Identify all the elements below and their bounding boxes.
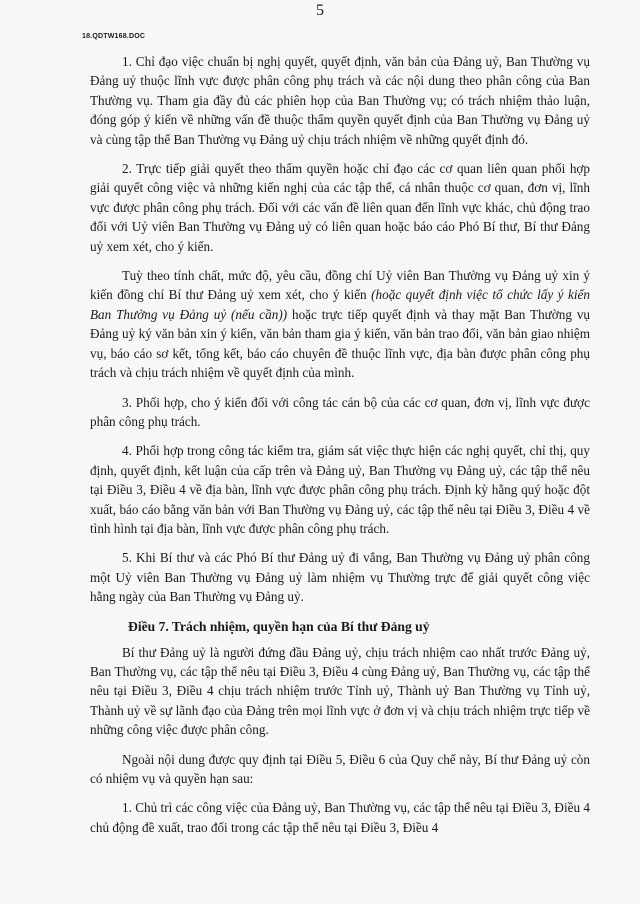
article-7-heading: Điều 7. Trách nhiệm, quyền hạn của Bí thư Đảng uỷ: [128, 618, 430, 634]
paragraph-2: 2. Trực tiếp giải quyết theo thẩm quyền hoặc chỉ đạo các cơ quan liên quan phối hợp giải quyết công việc và những kiến nghị của các tập thể, cá nhân thuộc cơ quan, đơn vị, lĩnh vực được phân công phụ trách. Đối với các vấn đề liên quan đến lĩnh vực khác, chủ động trao đổi với Uỷ viên Ban Thường vụ Đảng uỷ có liên quan hoặc báo cáo Phó Bí thư, Bí thư Đảng uỷ xem xét, cho ý kiến.: [90, 161, 590, 254]
document-body: [90, 52, 590, 841]
paragraph-9: 1. Chủ trì các công việc của Đảng uỷ, Ban Thường vụ, các tập thể nêu tại Điều 3, Điều 4 chủ động đề xuất, trao đổi trong các tập thể nêu tại Điều 3, Điều 4: [90, 800, 590, 835]
paragraph-6: 5. Khi Bí thư và các Phó Bí thư Đảng uỷ đi vắng, Ban Thường vụ Đảng uỷ phân công một Uỷ viên Ban Thường vụ Đảng uỷ làm nhiệm vụ Thường trực để giải quyết công việc hằng ngày của Ban Thường vụ Đảng uỷ.: [90, 550, 590, 605]
document-code: 18.QDTW168.DOC: [82, 33, 146, 40]
paragraph-5: 4. Phối hợp trong công tác kiểm tra, giám sát việc thực hiện các nghị quyết, chỉ thị, quy định, quyết định, kết luận của cấp trên và Đảng uỷ, Ban Thường vụ Đảng uỷ, các tập thể nêu tại Điều 3, Điều 4 về địa bàn, lĩnh vực được phân công phụ trách. Định kỳ hằng quý hoặc đột xuất, báo cáo bằng văn bản với Ban Thường vụ Đảng uỷ, các tập thể nêu tại Điều 3, Điều 4 về tình hình tại địa bàn, lĩnh vực được phân công phụ trách.: [90, 443, 590, 536]
paragraph-4: 3. Phối hợp, cho ý kiến đối với công tác cán bộ của các cơ quan, đơn vị, lĩnh vực được phân công phụ trách.: [90, 394, 590, 429]
paragraph-3-italic: (hoặc quyết định việc tổ chức lấy ý kiến Ban Thường vụ Đảng uỷ (nếu cần)): [90, 287, 590, 322]
paragraph-8: Ngoài nội dung được quy định tại Điều 5, Điều 6 của Quy chế này, Bí thư Đảng uỷ còn có nhiệm vụ và quyền hạn sau:: [90, 751, 590, 786]
paragraph-3: [90, 266, 590, 382]
page-number: 5: [316, 2, 324, 19]
paragraph-3-text-a: Tuỳ theo tính chất, mức độ, yêu cầu, đồng chí Uỷ viên Ban Thường vụ Đảng uỷ xin ý kiến đồng chí Bí thư Đảng uỷ xem xét, cho ý kiến: [90, 268, 590, 303]
paragraph-3-text-b: hoặc trực tiếp quyết định và thay mặt Ban Thường vụ Đảng uỷ ký văn bản xin ý kiến, văn bản tham gia ý kiến, văn bản trao đổi, văn bản giao nhiệm vụ, báo cáo sơ kết, tổng kết, báo cáo chuyên đề thuộc lĩnh vực, địa bàn được phân công phụ trách và chịu trách nhiệm về quyết định của mình.: [90, 306, 591, 381]
paragraph-7: Bí thư Đảng uỷ là người đứng đầu Đảng uỷ, chịu trách nhiệm cao nhất trước Đảng uỷ, Ban Thường vụ, các tập thể nêu tại Điều 3, Điều 4 cùng Đảng uỷ, Ban Thường vụ, các tập thể nêu tại Điều 3, Điều 4 chịu trách nhiệm trước Tỉnh uỷ, Thành uỷ Ban Thường vụ Tỉnh uỷ, Thành uỷ về sự lãnh đạo của Đảng trên mọi lĩnh vực ở đơn vị và chịu trách nhiệm trực tiếp về những công việc được phân công.: [90, 644, 590, 738]
paragraph-1: 1. Chỉ đạo việc chuẩn bị nghị quyết, quyết định, văn bản của Đảng uỷ, Ban Thường vụ Đảng uỷ thuộc lĩnh vực được phân công phụ trách và các nội dung theo phân công của Ban Thường vụ. Tham gia đầy đủ các phiên họp của Ban Thường vụ; có trách nhiệm thảo luận, đóng góp ý kiến về những vấn đề thuộc thẩm quyền quyết định của Ban Thường vụ Đảng uỷ và cùng tập thể Ban Thường vụ Đảng uỷ chịu trách nhiệm về những quyết định đó.: [90, 54, 590, 147]
